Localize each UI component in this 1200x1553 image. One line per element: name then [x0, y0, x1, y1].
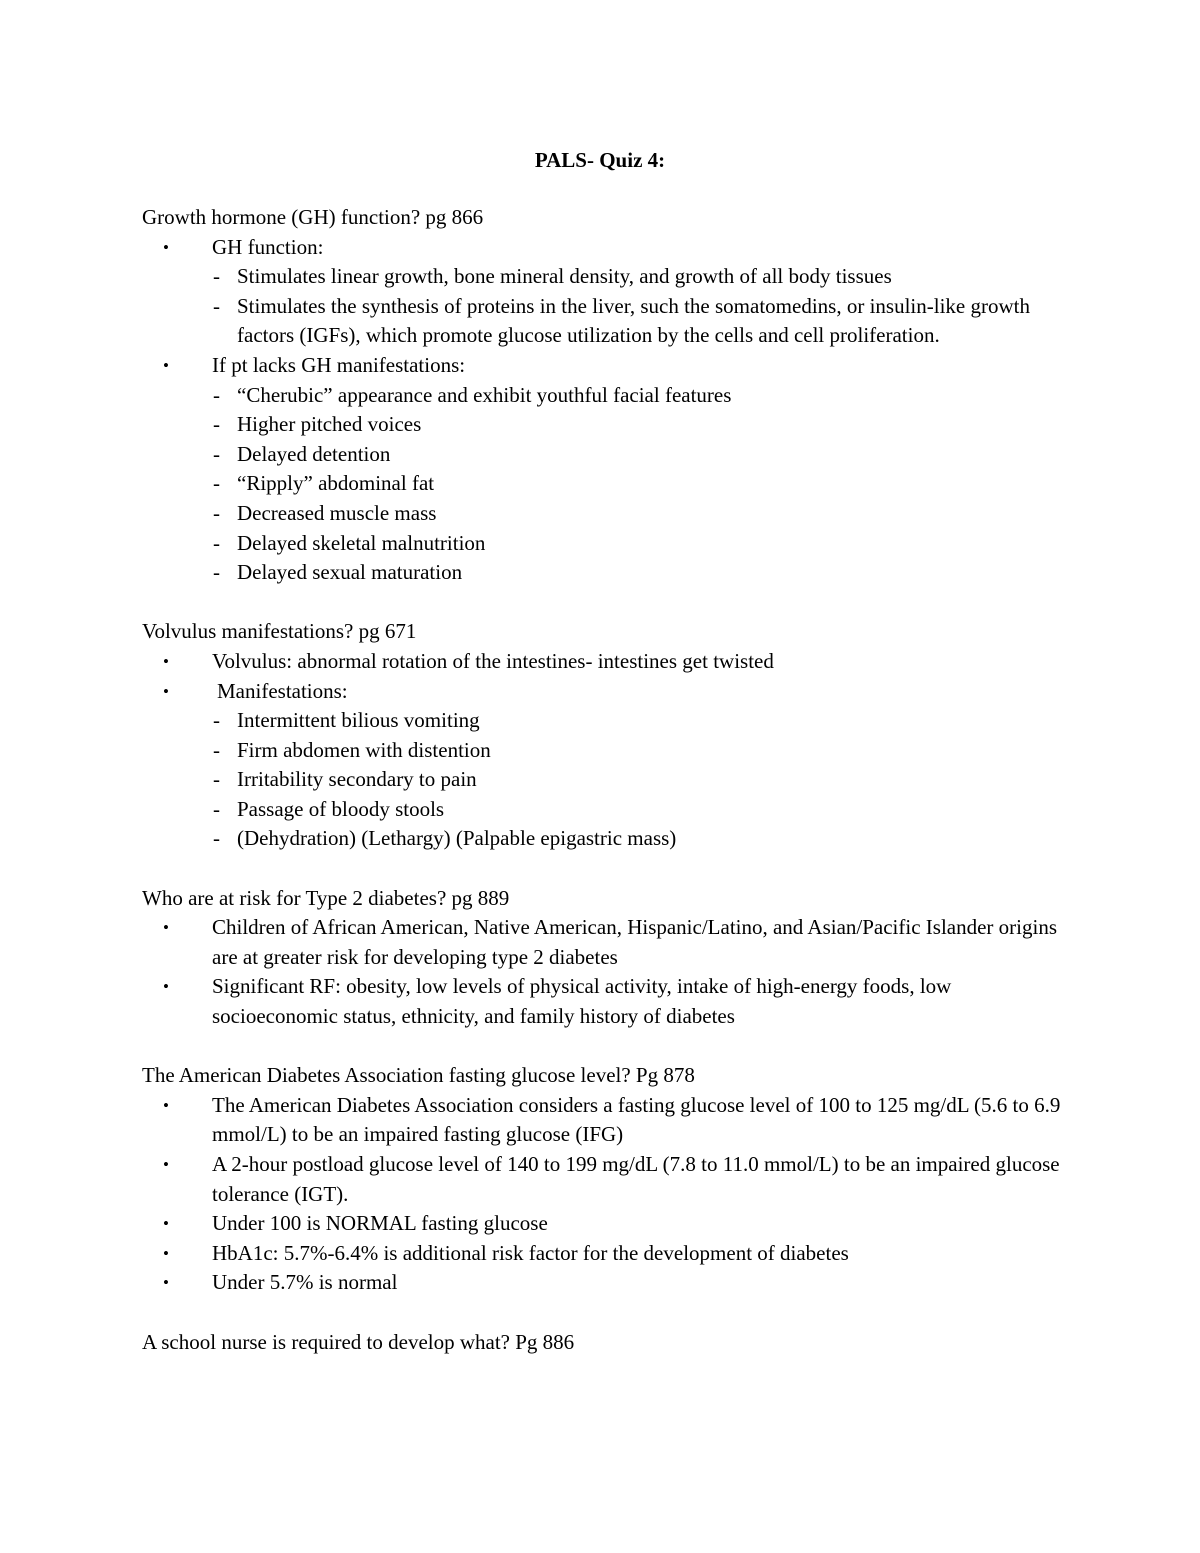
bullet-text: Significant RF: obesity, low levels of physical activity, intake of high-energy foods, low socioeconomic status, ethnicity, and family history of diabetes	[212, 974, 952, 1029]
bullet-item	[142, 351, 1062, 381]
bullet-item	[142, 1239, 1062, 1269]
dash-marker: -	[213, 708, 220, 733]
bullet-marker: •	[163, 681, 169, 701]
question-heading: Growth hormone (GH) function? pg 866	[142, 205, 484, 229]
section-4	[142, 1061, 1062, 1298]
sub-item	[142, 440, 1062, 470]
dash-marker: -	[213, 826, 220, 851]
sub-item	[142, 410, 1062, 440]
sub-item	[142, 499, 1062, 529]
sub-item-text: Irritability secondary to pain	[237, 767, 477, 792]
bullet-marker: •	[163, 1214, 169, 1234]
sub-item-text: Delayed skeletal malnutrition	[237, 530, 486, 555]
bullet-item	[142, 1268, 1062, 1298]
bullet-marker: •	[163, 237, 169, 257]
section-5	[142, 1328, 1062, 1358]
sub-item-text: Decreased muscle mass	[237, 500, 437, 525]
bullet-item	[142, 1150, 1062, 1209]
sub-item-text: (Dehydration) (Lethargy) (Palpable epigastric mass)	[237, 826, 677, 851]
bullet-marker: •	[163, 1243, 169, 1263]
bullet-marker: •	[163, 355, 169, 375]
section-1	[142, 203, 1062, 588]
dash-marker: -	[213, 530, 220, 555]
sub-item	[142, 824, 1062, 854]
bullet-marker: •	[163, 1155, 169, 1174]
bullet-text: HbA1c: 5.7%-6.4% is additional risk factor for the development of diabetes	[212, 1240, 849, 1265]
dash-marker: -	[213, 382, 220, 407]
section-2	[142, 617, 1062, 854]
bullet-text: Under 5.7% is normal	[212, 1270, 398, 1295]
dash-marker: -	[213, 767, 220, 792]
sub-item-text: Higher pitched voices	[237, 412, 422, 437]
bullet-item	[142, 677, 1062, 707]
sub-item-text: Stimulates the synthesis of proteins in the liver, such the somatomedins, or insulin-like growth factors (IGFs), which promote glucose utilization by the cells and cell proliferation.	[237, 293, 1030, 348]
section-3	[142, 884, 1062, 1032]
bullet-item	[142, 1209, 1062, 1239]
bullet-text: If pt lacks GH manifestations:	[212, 352, 466, 377]
question-heading: Volvulus manifestations? pg 671	[142, 619, 417, 644]
bullet-marker: •	[163, 977, 169, 997]
sub-item	[142, 736, 1062, 766]
bullet-item	[142, 233, 1062, 263]
bullet-text: Under 100 is NORMAL fasting glucose	[212, 1211, 548, 1236]
bullet-item	[142, 913, 1062, 972]
sub-item-text: Passage of bloody stools	[237, 796, 445, 821]
dash-marker: -	[213, 471, 220, 496]
bullet-item	[142, 1091, 1062, 1150]
sub-item	[142, 765, 1062, 795]
sub-item	[142, 262, 1062, 292]
bullet-text: A 2-hour postload glucose level of 140 to 199 mg/dL (7.8 to 11.0 mmol/L) to be an impaired glucose tolerance (IGT).	[212, 1152, 1060, 1206]
sub-item-text: Delayed detention	[237, 441, 391, 466]
bullet-text: Manifestations:	[217, 678, 348, 703]
bullet-marker: •	[163, 651, 169, 671]
bullet-text: The American Diabetes Association considers a fasting glucose level of 100 to 125 mg/dL (5.6 to 6.9 mmol/L) to be an impaired fasting glucose (IFG)	[212, 1092, 1061, 1147]
sub-item	[142, 529, 1062, 559]
sub-item	[142, 558, 1062, 588]
document-content	[142, 203, 1062, 1387]
sub-item-text: Stimulates linear growth, bone mineral density, and growth of all body tissues	[237, 264, 892, 289]
dash-marker: -	[213, 500, 220, 525]
question-heading: A school nurse is required to develop what? Pg 886	[142, 1329, 575, 1354]
bullet-marker: •	[163, 918, 169, 938]
dash-marker: -	[213, 737, 220, 762]
bullet-text: GH function:	[212, 234, 324, 259]
bullet-item	[142, 972, 1062, 1031]
sub-item	[142, 795, 1062, 825]
dash-marker: -	[213, 441, 220, 466]
sub-item-text: Firm abdomen with distention	[237, 737, 491, 762]
bullet-marker: •	[163, 1095, 169, 1115]
bullet-item	[142, 647, 1062, 677]
sub-item-text: Intermittent bilious vomiting	[237, 708, 480, 733]
dash-marker: -	[213, 796, 220, 821]
dash-marker: -	[213, 264, 220, 289]
sub-item	[142, 292, 1062, 351]
question-heading: The American Diabetes Association fasting glucose level? Pg 878	[142, 1063, 695, 1088]
dash-marker: -	[213, 293, 220, 318]
sub-item-text: “Cherubic” appearance and exhibit youthful facial features	[237, 382, 732, 407]
sub-item-text: “Ripply” abdominal fat	[237, 471, 435, 496]
bullet-text: Volvulus: abnormal rotation of the intestines- intestines get twisted	[212, 648, 774, 673]
page-title: PALS- Quiz 4:	[534, 148, 666, 172]
sub-item	[142, 381, 1062, 411]
bullet-marker: •	[163, 1273, 169, 1293]
bullet-text: Children of African American, Native American, Hispanic/Latino, and Asian/Pacific Islander origins are at greater risk for developing type 2 diabetes	[212, 915, 1058, 969]
dash-marker: -	[213, 412, 220, 437]
sub-item-text: Delayed sexual maturation	[237, 560, 463, 585]
sub-item	[142, 469, 1062, 499]
question-heading: Who are at risk for Type 2 diabetes? pg 889	[142, 885, 510, 910]
sub-item	[142, 706, 1062, 736]
dash-marker: -	[213, 560, 220, 585]
